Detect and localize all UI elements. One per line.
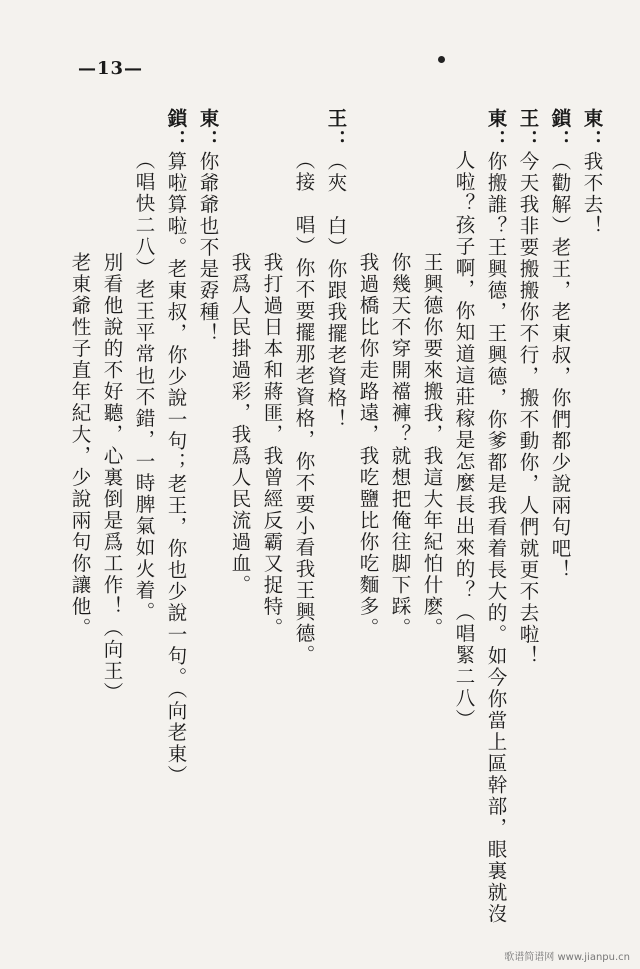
line-text: 我爲人民掛過彩，我爲人民流過血。: [228, 252, 252, 596]
line-text: 今天我非要搬搬你不行，搬不動你，人們就更不去啦！: [516, 151, 540, 667]
line-text: （唱快二八）老王平常也不錯，一時脾氣如火着。: [132, 150, 156, 623]
watermark: 歌谱简谱网 www.jianpu.cn: [504, 952, 630, 963]
line-text: 我不去！: [580, 151, 604, 237]
text-column: [422, 252, 442, 639]
line-text: 別看他說的不好聽，心裏倒是爲工作！（向王）: [100, 252, 124, 704]
speaker-label: 東：: [484, 108, 508, 151]
line-text: 你幾天不穿開襠褲？就想把俺往脚下踩。: [388, 252, 412, 639]
text-column: [326, 108, 346, 431]
text-column: [166, 108, 186, 786]
speaker-label: 東：: [196, 108, 220, 151]
speaker-label: 鎖：: [548, 108, 572, 151]
line-text: 我過橋比你走路遠，我吃鹽比你吃麵多。: [356, 252, 380, 639]
text-column: [134, 150, 154, 623]
text-column: [390, 252, 410, 639]
line-text: （勸解）老王，老東叔，你們都少說兩句吧！: [548, 151, 572, 581]
line-text: 你爺爺也不是孬種！: [196, 151, 220, 345]
text-column: [582, 108, 602, 237]
text-column: [486, 108, 506, 925]
speaker-label: 王：: [516, 108, 540, 151]
text-column: [358, 252, 378, 639]
text-column: [550, 108, 570, 581]
text-column: [262, 252, 282, 639]
page-number: —13—: [78, 58, 144, 79]
text-column: [454, 150, 474, 731]
speaker-label: 東：: [580, 108, 604, 151]
line-text: 你搬誰？王興德，王興德，你爹都是我看着長大的。如今你當上區幹部，眼裏就沒: [484, 151, 508, 925]
line-text: （接 唱）你不要擺那老資格，你不要小看我王興德。: [292, 150, 316, 666]
text-column: [230, 252, 250, 596]
speaker-label: 王：: [324, 108, 348, 151]
text-column: [198, 108, 218, 345]
text-column: [294, 150, 314, 666]
line-text: 老東爺性子直年紀大，少說兩句你讓他。: [68, 252, 92, 639]
line-text: 算啦算啦。老東叔，你少說一句；老王，你也少說一句。（向老東）: [164, 151, 188, 787]
ink-dot: [438, 56, 445, 63]
text-column: [70, 252, 90, 639]
line-text: 人啦？孩子啊，你知道這莊稼是怎麼長出來的？（唱緊二八）: [452, 150, 476, 731]
line-text: 我打過日本和蔣匪，我曾經反霸又捉特。: [260, 252, 284, 639]
speaker-label: 鎖：: [164, 108, 188, 151]
text-column: [102, 252, 122, 704]
text-column: [518, 108, 538, 667]
line-text: 王興德你要來搬我，我這大年紀怕什麽。: [420, 252, 444, 639]
line-text: （夾 白）你跟我擺老資格！: [324, 151, 348, 431]
